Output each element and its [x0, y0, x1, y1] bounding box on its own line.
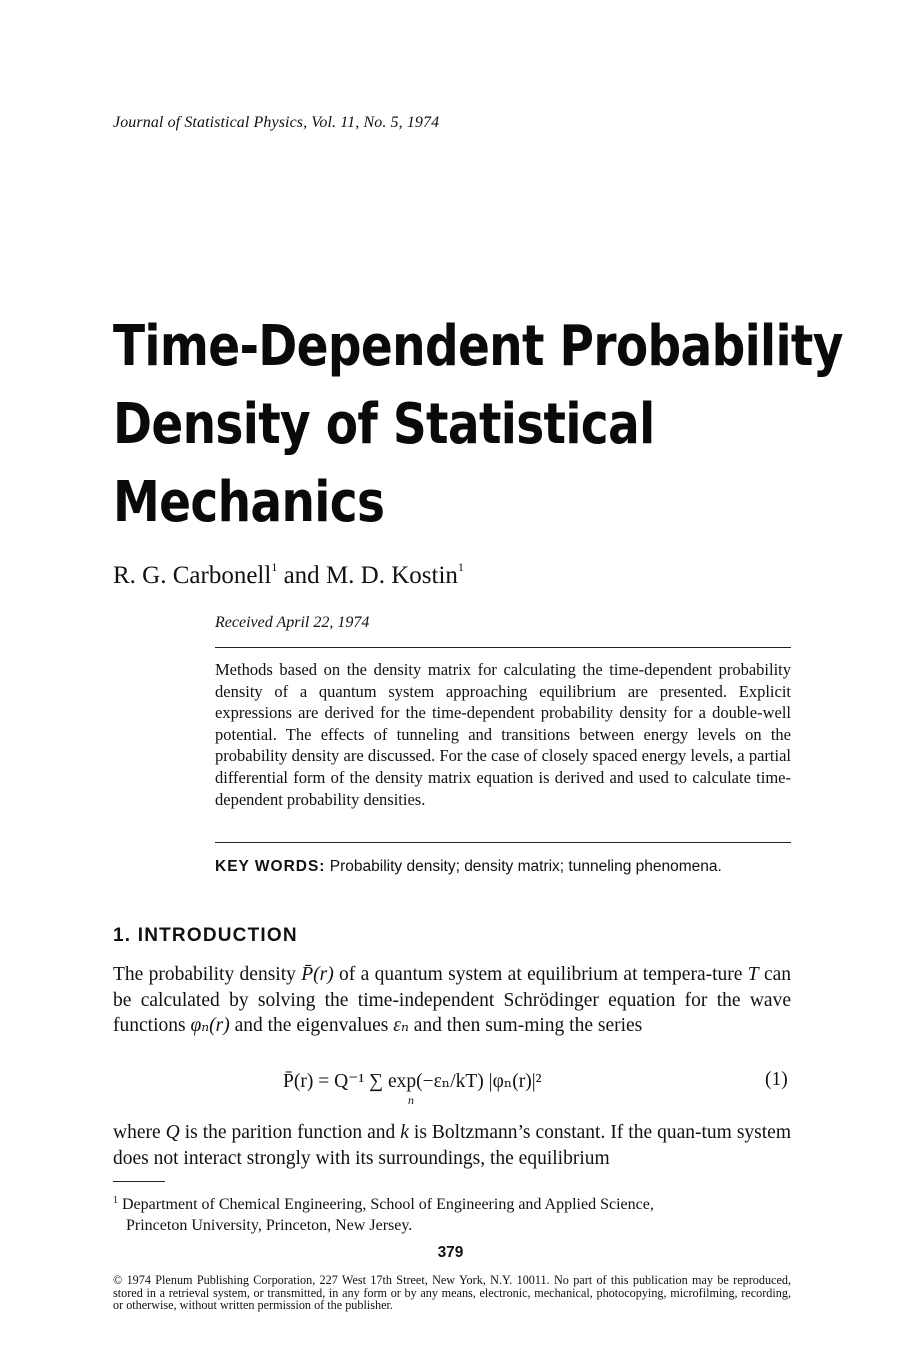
math-symbol: k [400, 1122, 409, 1143]
math-symbol: P̄(r) [301, 964, 334, 985]
intro-paragraph-2 [113, 1120, 791, 1171]
affiliation-mark: 1 [457, 560, 464, 574]
title-line-3: Mechanics [113, 470, 385, 535]
page-number: 379 [437, 1244, 464, 1261]
author-name: R. G. Carbonell [113, 562, 272, 589]
abstract-top-rule [215, 647, 791, 648]
title-line-2: Density of Statistical [113, 392, 655, 457]
keywords-list: Probability density; density matrix; tunneling phenomena. [325, 858, 722, 875]
abstract: Methods based on the density matrix for calculating the time-dependent probability density of a quantum system approaching equilibrium are presented. Explicit expressions are derived for the time-dependent probability density for a double-well potential. The effects of tunneling and transitions between energy levels on the probability density are discussed. For the case of closely spaced energy levels, a partial differential form of the density matrix equation is derived and used to calculate time-dependent probability densities. [215, 660, 791, 809]
author-name: M. D. Kostin [325, 562, 458, 589]
footnote-line-1: Department of Chemical Engineering, School of Engineering and Applied Science, [118, 1196, 654, 1213]
text-run: is Boltzmann’s constant. If the quan-tum system does not interact strongly with its surroundings, the equilibrium [113, 1122, 791, 1169]
article-title [113, 308, 843, 542]
journal-citation: Journal of Statistical Physics, Vol. 11, No. 5, 1974 [113, 114, 440, 131]
section-heading: 1. INTRODUCTION [113, 925, 298, 946]
text-run: can be calculated by solving the time-independent Schrödinger equation for the wave functions [113, 964, 792, 1036]
text-run: is the parition function and [179, 1122, 401, 1143]
equation-1 [283, 1069, 542, 1107]
equation-body: P̄(r) = Q⁻¹ ∑ exp(−εₙ/kT) |φₙ(r)|² [283, 1071, 542, 1092]
keywords-label: KEY WORDS: [215, 858, 326, 875]
math-symbol: Q [165, 1122, 180, 1143]
title-line-1: Time-Dependent Probability [113, 314, 843, 379]
equation-number: (1) [765, 1069, 788, 1090]
math-symbol: εₙ [393, 1015, 409, 1036]
intro-paragraph-1 [113, 962, 791, 1039]
footnote-mark: 1 [113, 1195, 118, 1206]
author-conjunction: and [277, 562, 326, 589]
text-run: where [113, 1122, 166, 1143]
footnote [113, 1190, 791, 1236]
received-date: Received April 22, 1974 [215, 614, 370, 631]
keywords [215, 858, 722, 876]
math-symbol: φₙ(r) [190, 1015, 230, 1036]
footnote-rule [113, 1181, 165, 1182]
summation-index: n [408, 1093, 414, 1107]
text-run: and then sum-ming the series [408, 1015, 643, 1036]
math-symbol: T [747, 964, 759, 985]
text-run: of a quantum system at equilibrium at tempera-ture [333, 964, 748, 985]
footnote-line-2: Princeton University, Princeton, New Jersey. [126, 1217, 413, 1234]
affiliation-mark: 1 [271, 560, 278, 574]
copyright-notice: © 1974 Plenum Publishing Corporation, 227 West 17th Street, New York, N.Y. 10011. No part of this publication may be reproduced, stored in a retrieval system, or transmitted, in any form or by any means, electronic, mechanical, photocopying, microfilming, recording, or otherwise, without written permission of the publisher. [113, 1273, 791, 1312]
text-run: and the eigenvalues [229, 1015, 394, 1036]
text-run: The probability density [113, 964, 302, 985]
abstract-bottom-rule [215, 842, 791, 843]
author-list [113, 560, 464, 590]
